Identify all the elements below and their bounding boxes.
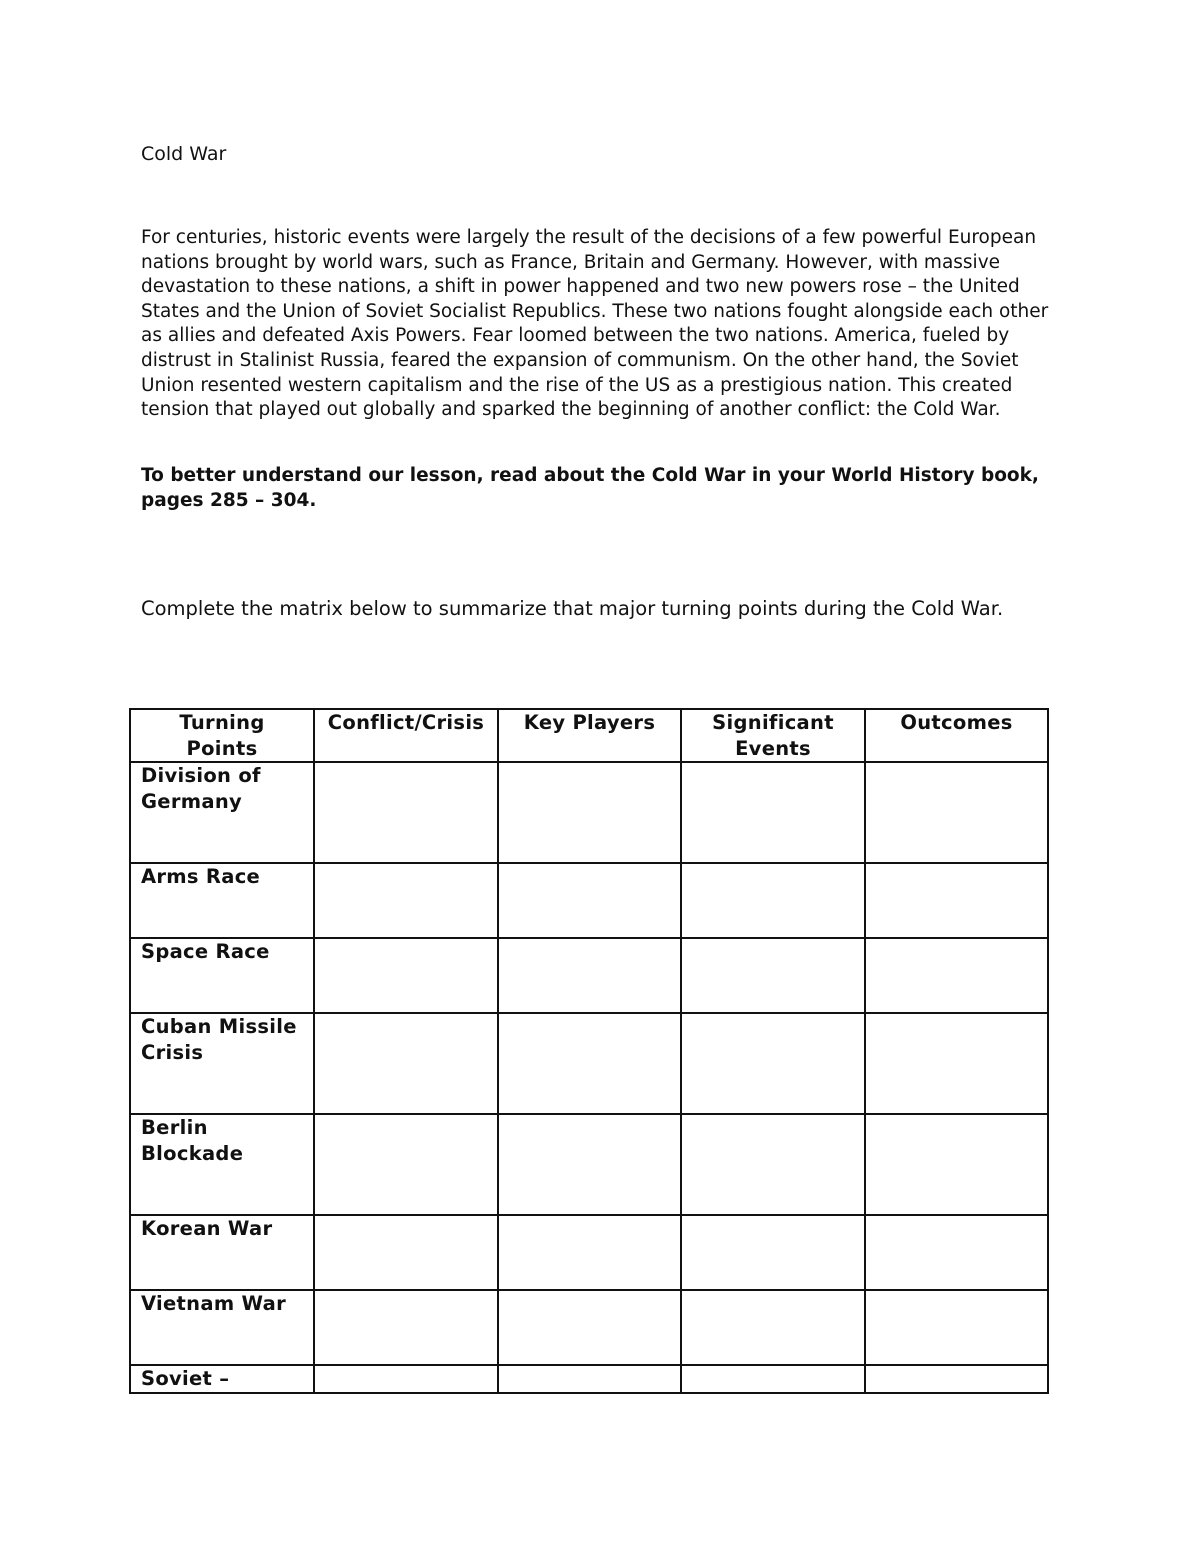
- turning-point-label: Cuban Missile Crisis: [130, 1013, 314, 1114]
- key-players-cell[interactable]: [498, 1290, 681, 1365]
- conflict-crisis-cell[interactable]: [314, 1290, 498, 1365]
- outcomes-cell[interactable]: [865, 863, 1048, 938]
- intro-paragraph: For centuries, historic events were largely the result of the decisions of a few powerful European nations brought by world wars, such as France, Britain and Germany. However, with massive devastation to these nations, a shift in power happened and two new powers rose – the United States and the Union of Soviet Socialist Republics. These two nations fought alongside each other as allies and defeated Axis Powers. Fear loomed between the two nations. America, fueled by distrust in Stalinist Russia, feared the expansion of communism. On the other hand, the Soviet Union resented western capitalism and the rise of the US as a prestigious nation. This created tension that played out globally and sparked the beginning of another conflict: the Cold War.: [141, 227, 1049, 421]
- significant-events-cell[interactable]: [681, 863, 865, 938]
- key-players-cell[interactable]: [498, 938, 681, 1013]
- significant-events-cell[interactable]: [681, 1013, 865, 1114]
- reading-instruction: To better understand our lesson, read about the Cold War in your World History book, pages 285 – 304.: [141, 465, 1039, 511]
- table-row: [130, 938, 1048, 1013]
- key-players-cell[interactable]: [498, 1114, 681, 1215]
- turning-points-matrix: [129, 708, 1049, 1394]
- outcomes-cell[interactable]: [865, 762, 1048, 863]
- key-players-cell[interactable]: [498, 1215, 681, 1290]
- header-outcomes: Outcomes: [865, 709, 1048, 762]
- turning-point-label: Soviet –: [130, 1365, 314, 1393]
- significant-events-cell[interactable]: [681, 1215, 865, 1290]
- table-row: [130, 863, 1048, 938]
- significant-events-cell[interactable]: [681, 1290, 865, 1365]
- significant-events-cell[interactable]: [681, 762, 865, 863]
- conflict-crisis-cell[interactable]: [314, 938, 498, 1013]
- table-row: [130, 1365, 1048, 1393]
- outcomes-cell[interactable]: [865, 1290, 1048, 1365]
- conflict-crisis-cell[interactable]: [314, 1114, 498, 1215]
- conflict-crisis-cell[interactable]: [314, 1013, 498, 1114]
- header-conflict-crisis: Conflict/Crisis: [314, 709, 498, 762]
- conflict-crisis-cell[interactable]: [314, 1215, 498, 1290]
- header-turning-points: Turning Points: [130, 709, 314, 762]
- table-row: [130, 1215, 1048, 1290]
- table-row: [130, 762, 1048, 863]
- outcomes-cell[interactable]: [865, 1013, 1048, 1114]
- table-row: [130, 1114, 1048, 1215]
- turning-point-label: Vietnam War: [130, 1290, 314, 1365]
- header-key-players: Key Players: [498, 709, 681, 762]
- outcomes-cell[interactable]: [865, 1365, 1048, 1393]
- significant-events-cell[interactable]: [681, 1114, 865, 1215]
- significant-events-cell[interactable]: [681, 1365, 865, 1393]
- matrix-header-row: [130, 709, 1048, 762]
- key-players-cell[interactable]: [498, 1013, 681, 1114]
- table-row: [130, 1013, 1048, 1114]
- significant-events-cell[interactable]: [681, 938, 865, 1013]
- turning-point-label: Space Race: [130, 938, 314, 1013]
- turning-point-label: Korean War: [130, 1215, 314, 1290]
- conflict-crisis-cell[interactable]: [314, 863, 498, 938]
- key-players-cell[interactable]: [498, 863, 681, 938]
- outcomes-cell[interactable]: [865, 938, 1048, 1013]
- key-players-cell[interactable]: [498, 1365, 681, 1393]
- turning-point-label: Arms Race: [130, 863, 314, 938]
- document-title: Cold War: [141, 143, 227, 165]
- key-players-cell[interactable]: [498, 762, 681, 863]
- outcomes-cell[interactable]: [865, 1215, 1048, 1290]
- task-instruction: Complete the matrix below to summarize that major turning points during the Cold War.: [141, 597, 1004, 620]
- conflict-crisis-cell[interactable]: [314, 1365, 498, 1393]
- turning-point-label: Berlin Blockade: [130, 1114, 314, 1215]
- conflict-crisis-cell[interactable]: [314, 762, 498, 863]
- turning-point-label: Division of Germany: [130, 762, 314, 863]
- table-row: [130, 1290, 1048, 1365]
- outcomes-cell[interactable]: [865, 1114, 1048, 1215]
- header-significant-events: Significant Events: [681, 709, 865, 762]
